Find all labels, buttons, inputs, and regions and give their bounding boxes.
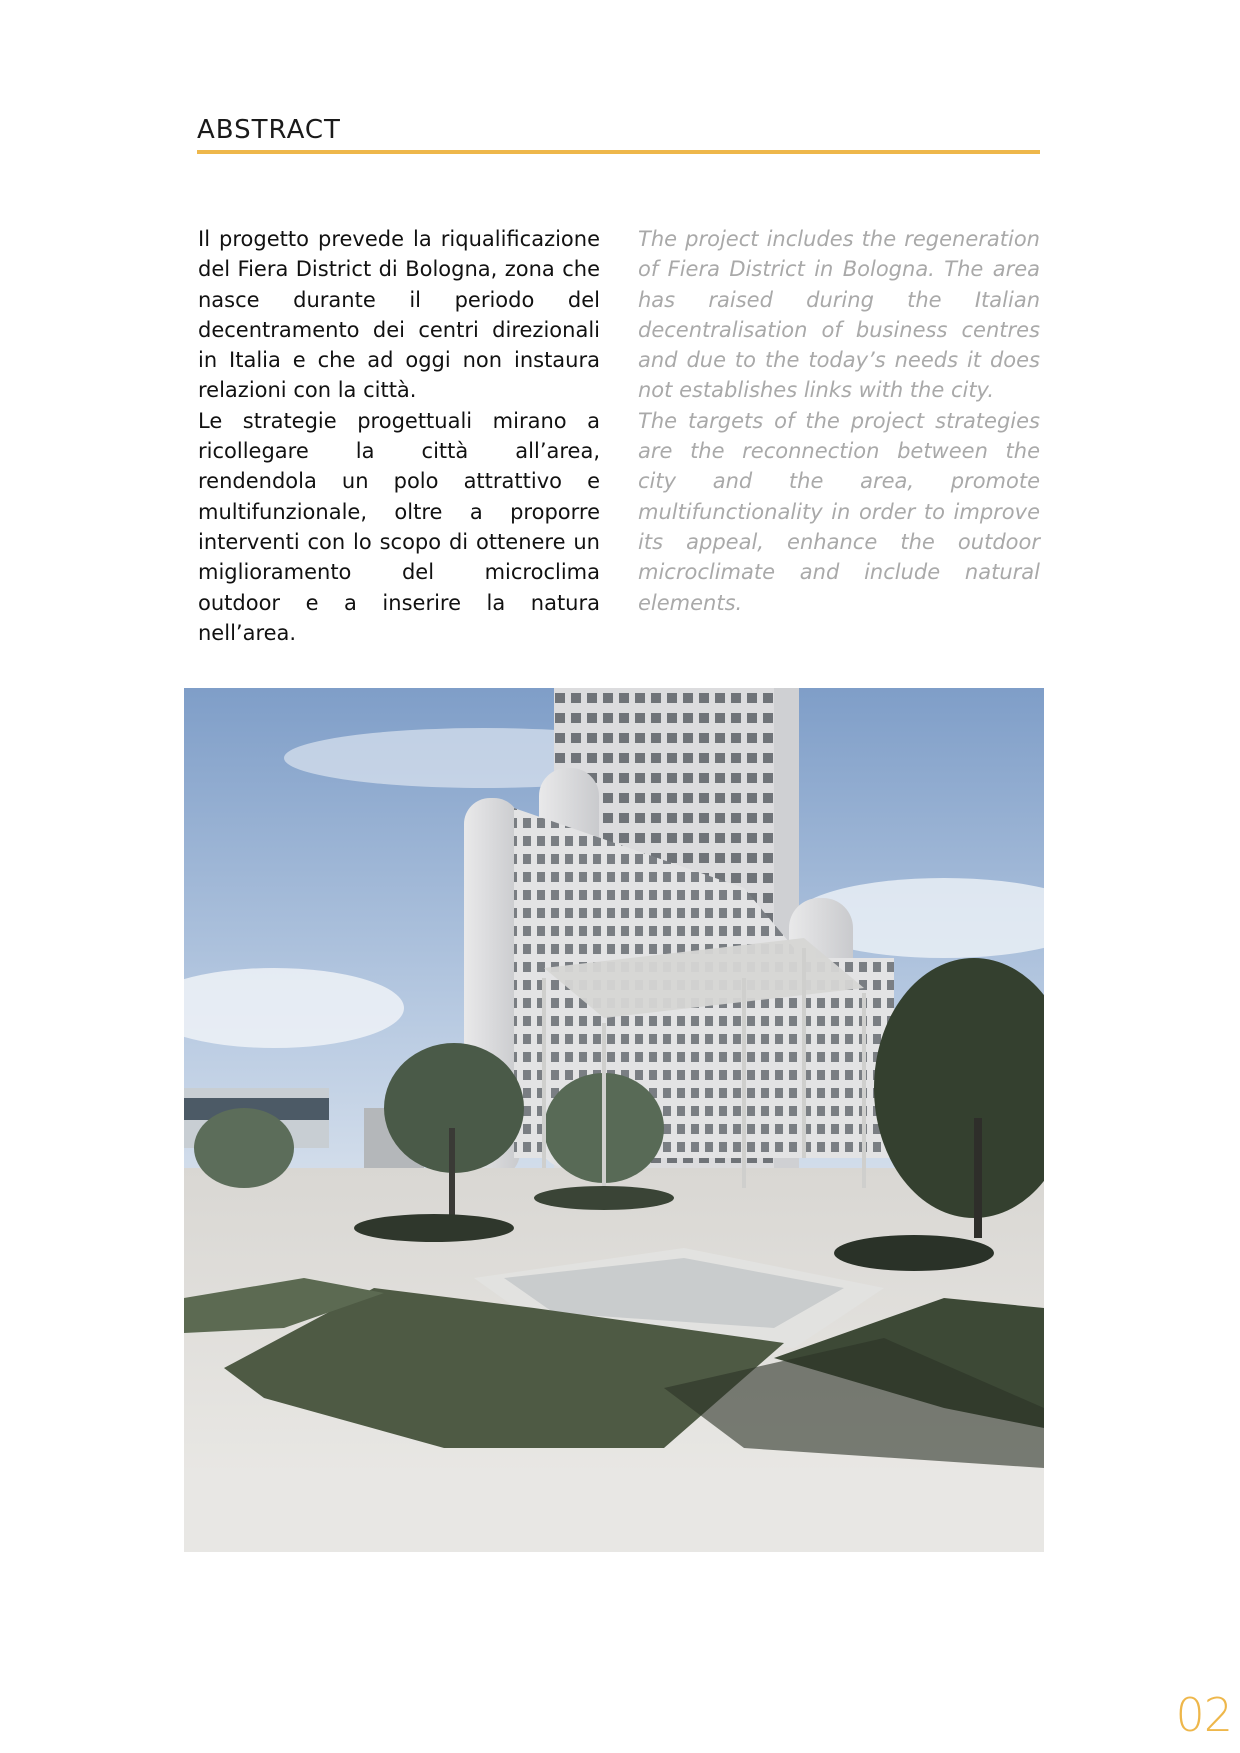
english-paragraph-1: The project includes the regeneration of Fiera District in Bologna. The area has raised during the Italian decentralisation of business centres and due to the today’s needs it does not establishes links with the city. <box>638 227 1040 403</box>
page-number: 02 <box>1175 1688 1232 1742</box>
abstract-english <box>638 224 1040 618</box>
abstract-italian <box>198 224 600 648</box>
english-paragraph-2: The targets of the project strategies are the reconnection between the city and the area, promote multifunctionality in order to improve its appeal, enhance the outdoor microclimate and include natural elements. <box>638 408 1040 615</box>
project-rendering-image <box>184 688 1044 1552</box>
italian-paragraph-2: Le strategie progettuali mirano a ricollegare la città all’area, rendendola un polo attrattivo e multifunzionale, oltre a proporre interventi con lo scopo di ottenere un miglioramento del microclima outdoor e a inserire la natura nell’area. <box>198 408 600 645</box>
page-title: ABSTRACT <box>197 115 341 145</box>
title-underline <box>197 150 1040 154</box>
italian-paragraph-1: Il progetto prevede la riqualificazione del Fiera District di Bologna, zona che nasce durante il periodo del decentramento dei centri direzionali in Italia e che ad oggi non instaura relazioni con la città. <box>198 227 600 403</box>
